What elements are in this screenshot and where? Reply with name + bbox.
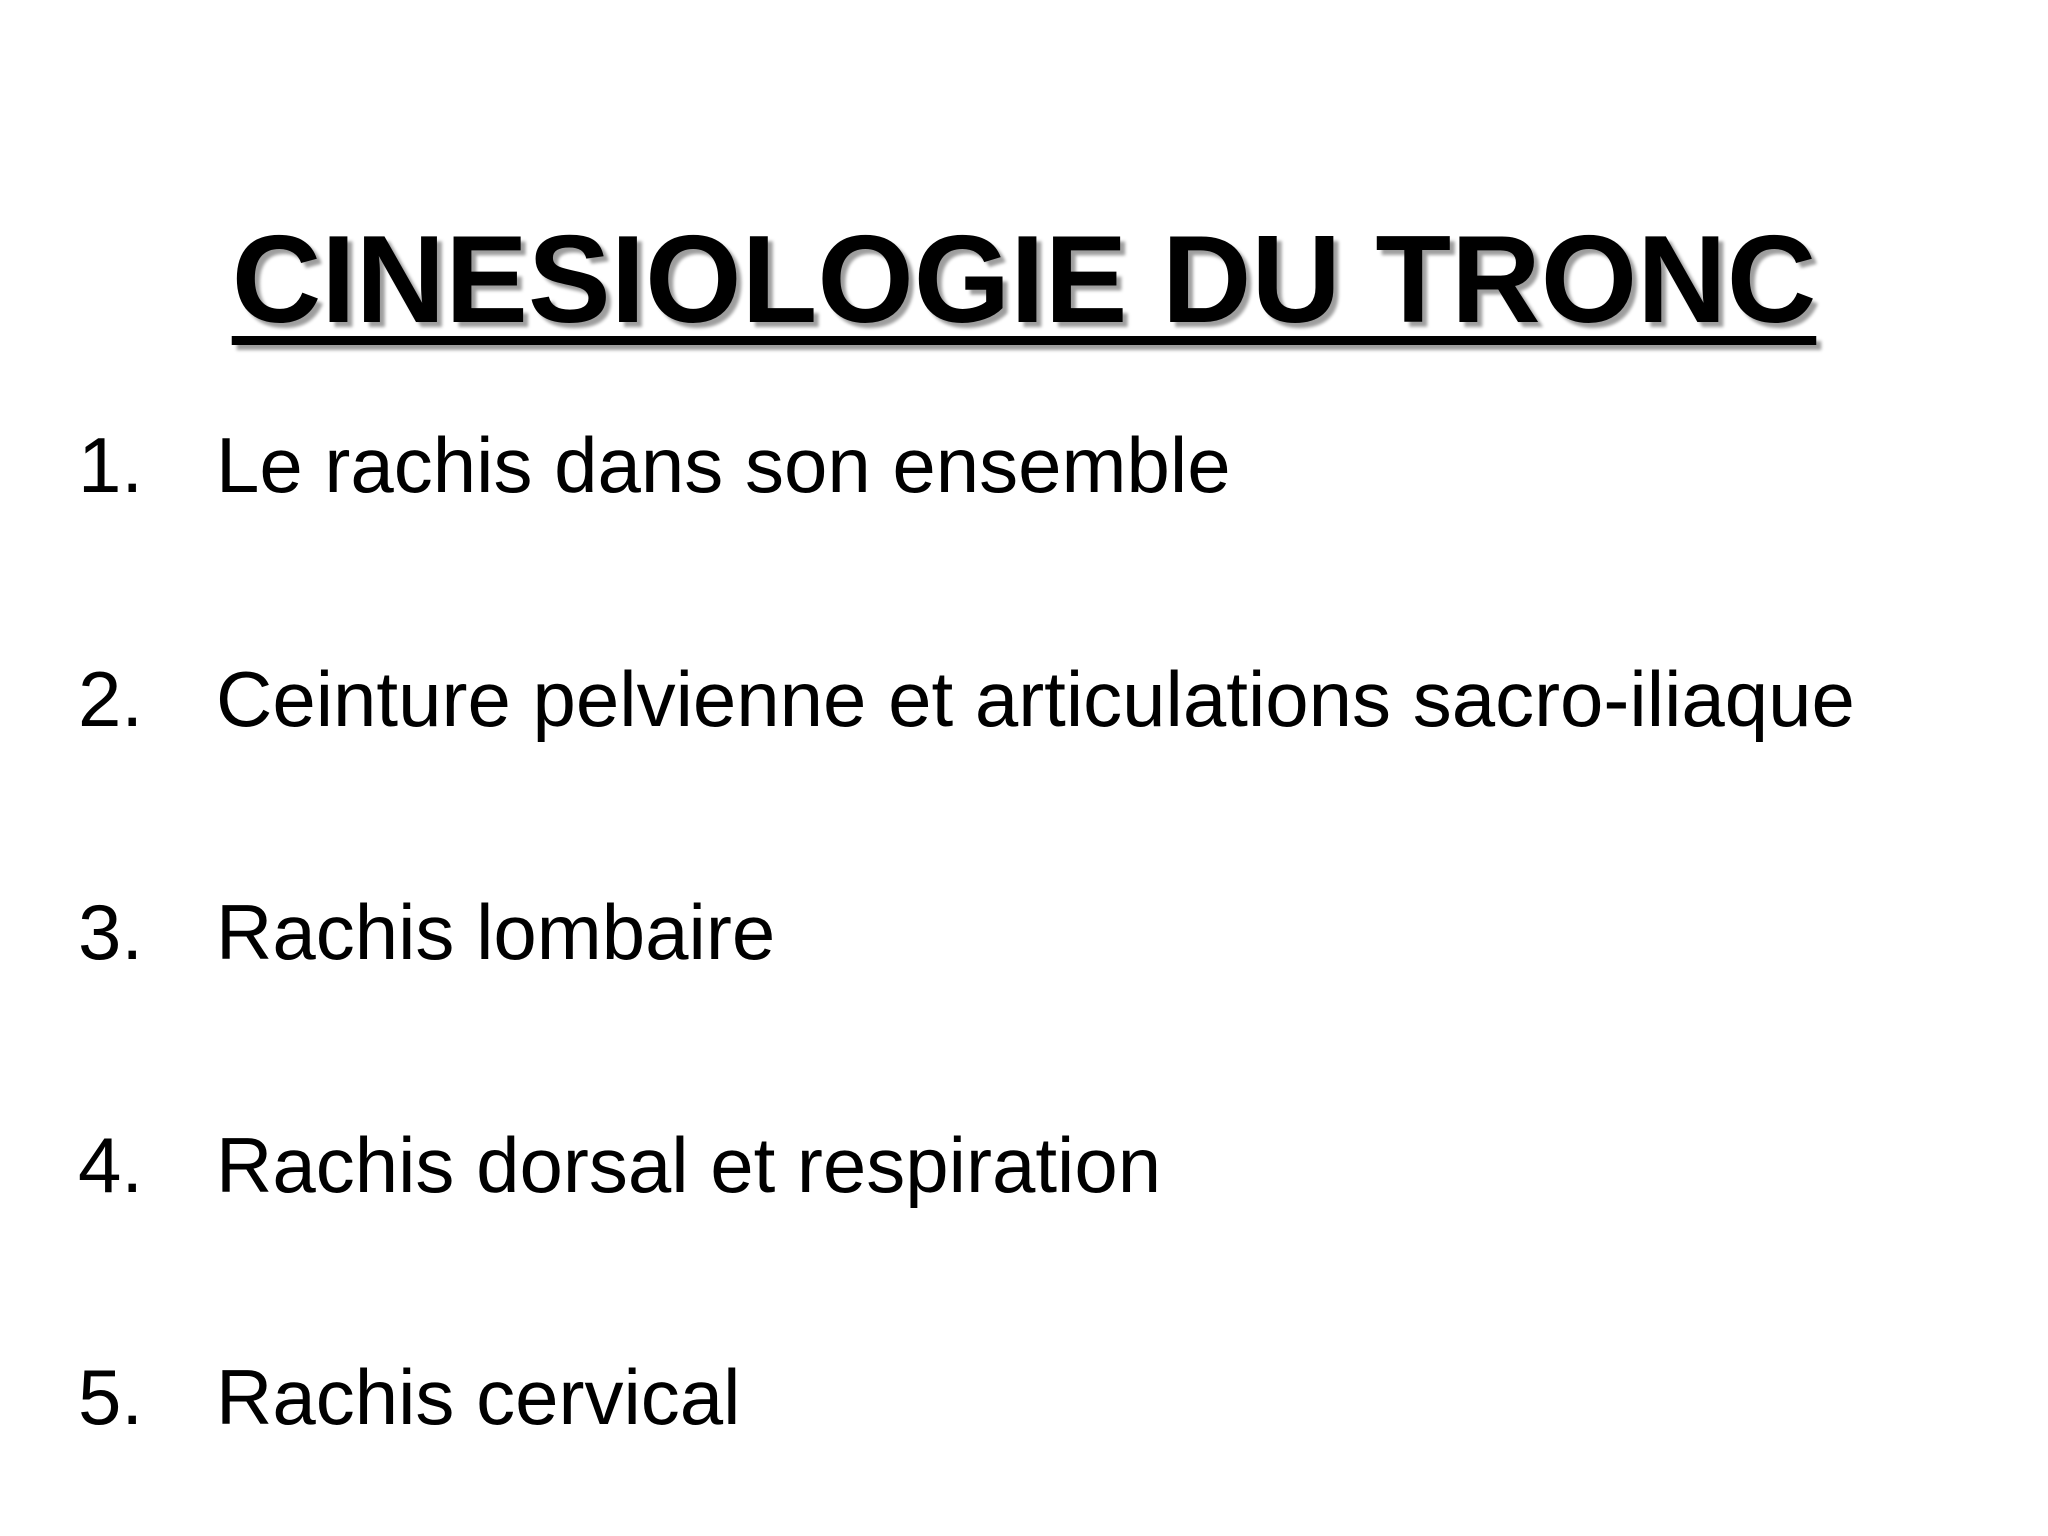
agenda-item [0, 417, 2048, 513]
agenda-item-label: Rachis cervical [216, 1353, 741, 1441]
agenda-item-number: 1. [78, 421, 144, 509]
agenda-item-label: Le rachis dans son ensemble [216, 421, 1231, 509]
agenda-item-number: 2. [78, 655, 144, 743]
agenda-item-number: 3. [78, 888, 144, 976]
agenda-item-number: 5. [78, 1353, 144, 1441]
agenda-item-label: Ceinture pelvienne et articulations sacro-iliaque [216, 655, 1855, 743]
agenda-item-label: Rachis dorsal et respiration [216, 1121, 1162, 1209]
agenda-item [0, 1117, 2048, 1213]
agenda-item [0, 884, 2048, 980]
agenda-item [0, 1349, 2048, 1445]
agenda-item-number: 4. [78, 1121, 144, 1209]
agenda-item-label: Rachis lombaire [216, 888, 776, 976]
slide-title-text: CINESIOLOGIE DU TRONC [231, 211, 1817, 350]
agenda-item [0, 651, 2048, 747]
